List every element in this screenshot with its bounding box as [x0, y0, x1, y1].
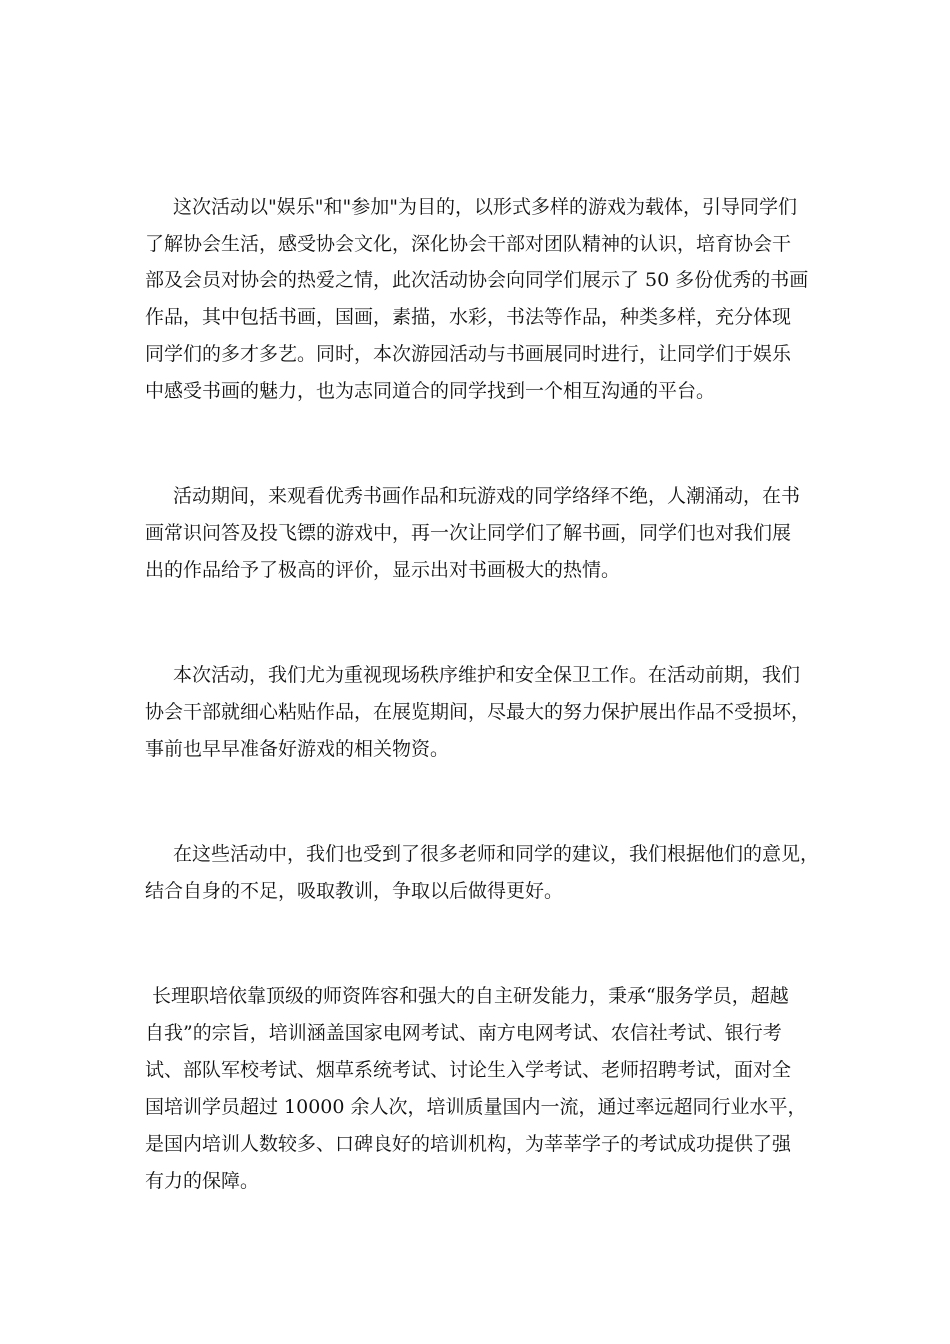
text-line: 同学们的多才多艺。同时，本次游园活动与书画展同时进行，让同学们于娱乐 [145, 343, 792, 365]
text-line: 结合自身的不足，吸取教训，争取以后做得更好。 [145, 880, 564, 902]
text-line: 在这些活动中，我们也受到了很多老师和同学的建议，我们根据他们的意见， [173, 843, 820, 865]
text-line: 中感受书画的魅力，也为志同道合的同学找到一个相互沟通的平台。 [145, 380, 716, 402]
text-line: 事前也早早准备好游戏的相关物资。 [145, 738, 450, 760]
text-line: 了解协会生活，感受协会文化，深化协会干部对团队精神的认识，培育协会干 [145, 233, 792, 255]
text-line: 是国内培训人数较多、口碑良好的培训机构，为莘莘学子的考试成功提供了强 [145, 1133, 792, 1155]
text-line: 出的作品给予了极高的评价，显示出对书画极大的热情。 [145, 559, 621, 581]
text-line: 长理职培依靠顶级的师资阵容和强大的自主研发能力，秉承“服务学员，超越 [152, 985, 789, 1007]
text-line: 活动期间，来观看优秀书画作品和玩游戏的同学络绎不绝，人潮涌动，在书 [173, 485, 801, 507]
text-line: 本次活动，我们尤为重视现场秩序维护和安全保卫工作。在活动前期，我们 [173, 664, 801, 686]
text-line: 试、部队军校考试、烟草系统考试、讨论生入学考试、老师招聘考试，面对全 [145, 1059, 792, 1081]
text-line: 这次活动以"娱乐"和"参加"为目的，以形式多样的游戏为载体，引导同学们 [173, 196, 797, 218]
text-line: 有力的保障。 [145, 1170, 260, 1192]
text-line: 自我”的宗旨，培训涵盖国家电网考试、南方电网考试、农信社考试、银行考 [145, 1022, 782, 1044]
text-line: 国培训学员超过 10000 余人次，培训质量国内一流，通过率远超同行业水平， [145, 1096, 807, 1118]
text-line: 协会干部就细心粘贴作品，在展览期间，尽最大的努力保护展出作品不受损坏， [145, 701, 811, 723]
text-line: 部及会员对协会的热爱之情，此次活动协会向同学们展示了 50 多份优秀的书画 [145, 269, 809, 291]
text-line: 画常识问答及投飞镖的游戏中，再一次让同学们了解书画，同学们也对我们展 [145, 522, 792, 544]
text-line: 作品，其中包括书画，国画，素描，水彩，书法等作品，种类多样，充分体现 [145, 306, 792, 328]
